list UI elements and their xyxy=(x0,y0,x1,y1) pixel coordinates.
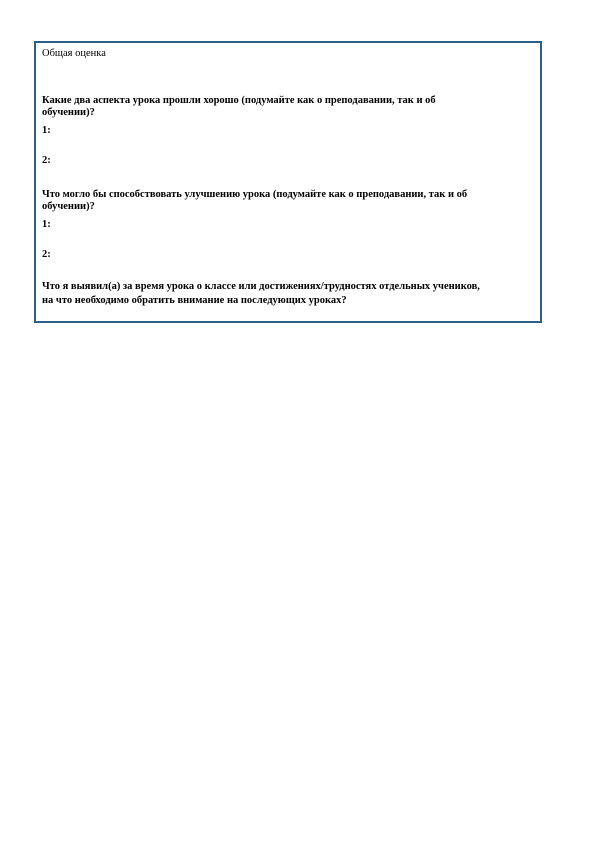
form-heading: Общая оценка xyxy=(42,48,106,59)
question-2-line-1: Что могло бы способствовать улучшению урока (подумайте как о преподавании, так и об xyxy=(42,189,468,200)
question-2-line-2: обучении)? xyxy=(42,201,95,212)
question-3-line-1: Что я выявил(а) за время урока о классе или достижениях/трудностях отдельных учеников, xyxy=(42,281,480,292)
question-1-answer-1-label: 1: xyxy=(42,125,51,136)
evaluation-form-box xyxy=(34,41,542,323)
question-2-answer-1-label: 1: xyxy=(42,219,51,230)
question-1-line-1: Какие два аспекта урока прошли хорошо (подумайте как о преподавании, так и об xyxy=(42,95,436,106)
question-1-line-2: обучении)? xyxy=(42,107,95,118)
question-3-line-2: на что необходимо обратить внимание на последующих уроках? xyxy=(42,295,347,306)
question-1-answer-2-label: 2: xyxy=(42,155,51,166)
question-2-answer-2-label: 2: xyxy=(42,249,51,260)
